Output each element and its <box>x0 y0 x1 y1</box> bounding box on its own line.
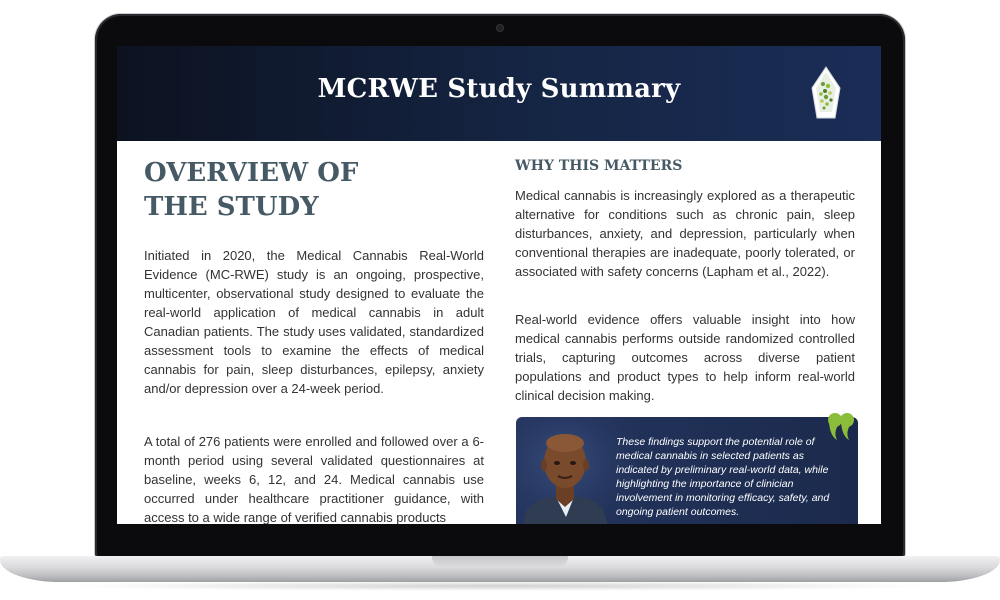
overview-heading <box>144 156 484 224</box>
laptop-screen <box>117 46 881 524</box>
quotation-mark-icon <box>827 410 855 444</box>
why-heading: WHY THIS MATTERS <box>515 158 683 174</box>
quote-card <box>516 417 858 524</box>
overview-paragraph-2: A total of 276 patients were enrolled and followed over a 6-month period using several validated questionnaires at baseline, weeks 6, 12, and 24. Medical cannabis use occurred under healthcare practitioner guidance, with access to a wide range of verified cannabis products <box>144 434 484 524</box>
why-paragraph-2: Real-world evidence offers valuable insight into how medical cannabis performs outside randomized controlled trials, capturing outcomes across diverse patient populations and product types to help inform real-world clinical decision making. <box>515 312 855 403</box>
page-title: MCRWE Study Summary <box>317 74 681 104</box>
laptop-base-notch <box>432 556 568 567</box>
document-header <box>117 46 881 141</box>
webcam-icon <box>496 24 504 32</box>
overview-heading-line1: OVERVIEW OF <box>144 158 359 188</box>
quote-text: These findings support the potential role of medical cannabis in selected patients as indicated by preliminary real-world data, while highlighting the importance of clinician involvement in monitoring efficacy, safety, and ongoing patient outcomes. <box>616 436 830 518</box>
overview-paragraph-1: Initiated in 2020, the Medical Cannabis Real-World Evidence (MC-RWE) study is an ongoing, prospective, multicenter, observational study designed to evaluate the real-world application of medical cannabis in adult Canadian patients. The study uses validated, standardized assessment tools to examine the effects of medical cannabis for pain, sleep disturbances, epilepsy, anxiety and/or depression over a 24-week period. <box>144 248 484 396</box>
laptop-shadow <box>60 581 940 591</box>
overview-heading-line2: THE STUDY <box>144 192 319 222</box>
diamond-leaf-logo-icon <box>811 66 841 120</box>
why-paragraph-1: Medical cannabis is increasingly explored as a therapeutic alternative for conditions such as chronic pain, sleep disturbances, anxiety, and depression, particularly when conventional therapies are inadequate, poorly tolerated, or associated with safety concerns (Lapham et al., 2022). <box>515 188 855 279</box>
overview-section <box>144 156 484 224</box>
